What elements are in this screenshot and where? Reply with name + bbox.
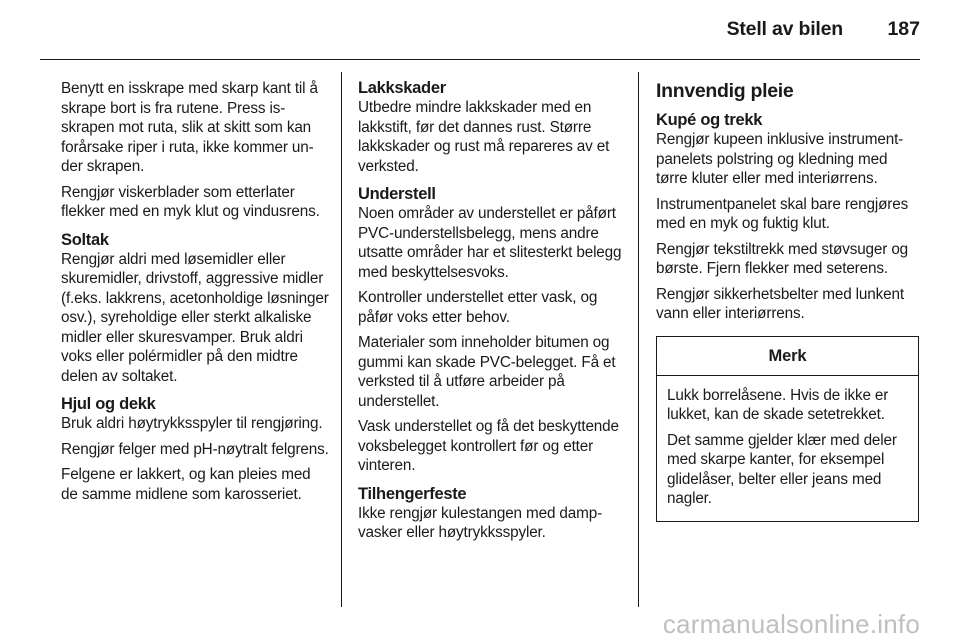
paragraph: Rengjør kupeen inklusive instrumentpanelets polstring og kledning med tørre kluter eller med interiørrens. [656,131,904,187]
section-title: Innvendig pleie [656,80,794,102]
header-divider [40,59,920,60]
column-divider-1 [341,72,342,607]
paragraph: Ikke rengjør kulestangen med dampvasker eller høytrykksspyler. [358,504,603,541]
note-title: Merk [657,337,918,376]
heading-lakkskader: Lakkskader [358,79,446,97]
heading-kupe-og-trekk: Kupé og trekk [656,111,763,129]
paragraph: Rengjør sikkerhetsbelter med lunkent vann eller interiørrens. [656,285,904,322]
heading-understell: Understell [358,185,436,203]
paragraph: Vask understellet og få det beskyttende voksbelegget kontrollert før og etter vinteren. [358,418,619,474]
paragraph: Noen områder av understellet er påført PVC-understellsbelegg, mens andre utsatte områder har et slitesterkt belegg med beskyttelsesvoks. [358,205,622,281]
paragraph: Rengjør aldri med løsemidler eller skuremidler, drivstoff, aggressive midler (f.eks. lakkrens, acetonholdige løsninger osv.), syreholdige eller sterkt alkaliske midler eller skuresvamper. Bruk aldri voks eller polérmidler på den midtre delen av soltaket. [61,250,329,385]
page-number: 187 [887,18,920,40]
page-header [0,0,960,60]
column-1 [61,79,329,510]
heading-tilhengerfeste: Tilhengerfeste [358,484,467,503]
paragraph: Lukk borrelåsene. Hvis de ikke er lukket, kan de skade setetrekket. [667,386,889,423]
paragraph: Utbedre mindre lakkskader med en lakkstift, før det dannes rust. Større lakkskader og rust må repareres av et verksted. [358,99,610,175]
paragraph: Instrumentpanelet skal bare rengjøres med en myk og fuktig klut. [656,195,909,232]
column-2 [358,79,626,549]
watermark: carmanualsonline.info [662,609,920,639]
paragraph: Benytt en isskrape med skarp kant til å skrape bort is fra rutene. Press isskrapen mot ruta, slik at skitt som kan forårsake riper i ruta, ikke kommer under skrapen. [61,80,318,175]
note-body [657,376,918,521]
paragraph: Rengjør viskerblader som etterlater flekker med en myk klut og vindusrens. [61,183,320,220]
column-3 [656,79,922,522]
paragraph: Materialer som inneholder bitumen og gummi kan skade PVC-belegget. Få et verksted til å utføre arbeider på understellet. [358,334,616,410]
heading-hjul-og-dekk: Hjul og dekk [61,395,156,413]
paragraph: Kontroller understellet etter vask, og påfør voks etter behov. [358,289,598,326]
heading-soltak: Soltak [61,230,109,249]
page-title: Stell av bilen [726,18,843,40]
paragraph: Det samme gjelder klær med deler med skarpe kanter, for eksempel glidelåser, belter eller jeans med nagler. [667,431,897,507]
note-box [656,336,919,522]
paragraph: Felgene er lakkert, og kan pleies med de samme midlene som karosseriet. [61,466,311,503]
paragraph: Bruk aldri høytrykksspyler til rengjøring. [61,415,323,432]
paragraph: Rengjør felger med pH-nøytralt felgrens. [61,440,329,458]
paragraph: Rengjør tekstiltrekk med støvsuger og børste. Fjern flekker med seterens. [656,240,909,277]
column-divider-2 [638,72,639,607]
